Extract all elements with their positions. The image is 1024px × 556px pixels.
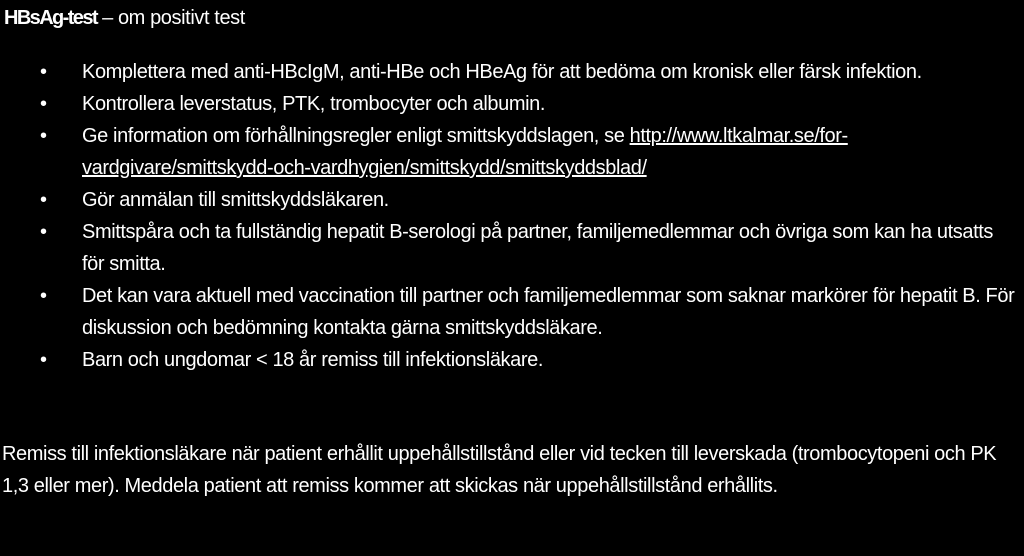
bullet-icon: • <box>40 221 47 243</box>
list-item-text: Gör anmälan till smittskyddsläkaren. <box>82 189 389 211</box>
heading-title: HBsAg-test <box>4 7 97 29</box>
list-item-text: Det kan vara aktuell med vaccination till partner och familjemedlemmar som saknar markörer för hepatit B. För diskussion och bedömning kontakta gärna smittskyddsläkare. <box>82 285 1015 339</box>
list-item <box>0 344 1024 376</box>
list-item-text: Komplettera med anti-HBcIgM, anti-HBe och HBeAg för att bedöma om kronisk eller färsk infektion. <box>82 61 922 83</box>
list-item <box>0 88 1024 120</box>
bullet-icon: • <box>40 61 47 83</box>
bullet-icon: • <box>40 125 47 147</box>
list-item <box>0 120 1024 184</box>
closing-paragraph: Remiss till infektionsläkare när patient erhållit uppehållstillstånd eller vid tecken till leverskada (trombocytopeni och PK 1,3 eller mer). Meddela patient att remiss kommer att skickas när uppehållstillstånd erhållits. <box>2 443 997 497</box>
heading <box>4 2 245 34</box>
bullet-icon: • <box>40 285 47 307</box>
list-item-text: Kontrollera leverstatus, PTK, trombocyter och albumin. <box>82 93 546 115</box>
list-item <box>0 280 1024 344</box>
list-item <box>0 216 1024 280</box>
heading-subtitle: – om positivt test <box>96 7 245 29</box>
list-item-text: Ge information om förhållningsregler enligt smittskyddslagen, se <box>82 125 630 147</box>
bullet-icon: • <box>40 189 47 211</box>
bullet-icon: • <box>40 349 47 371</box>
list-item-text: Barn och ungdomar < 18 år remiss till infektionsläkare. <box>82 349 544 371</box>
list-item <box>0 56 1024 88</box>
bullet-list <box>0 56 1024 376</box>
smittskyddsblad-link[interactable]: http://www.ltkalmar.se/for-vardgivare/smittskydd-och-vardhygien/smittskydd/smittskyddsblad/ <box>82 125 848 179</box>
list-item-text: Smittspåra och ta fullständig hepatit B-serologi på partner, familjemedlemmar och övriga som kan ha utsatts för smitta. <box>82 221 993 275</box>
bullet-icon: • <box>40 93 47 115</box>
list-item <box>0 184 1024 216</box>
